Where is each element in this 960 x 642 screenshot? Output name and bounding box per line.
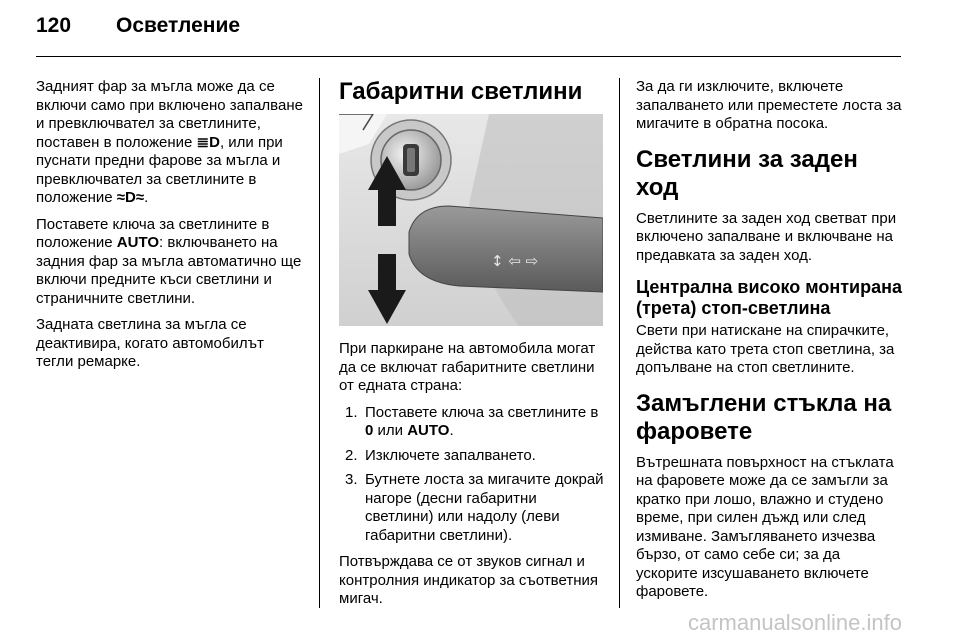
step-number: 1. [345, 403, 358, 421]
paragraph-confirmation: Потвърждава се от звуков сигнал и контролния индикатор за съответния мигач. [339, 553, 598, 607]
text-span: , или при пуснати предни фарове за мъгла и превключвател за светлините в положение [36, 133, 283, 206]
header-rule [36, 56, 901, 57]
column-divider [319, 78, 320, 608]
steps-list [339, 404, 607, 546]
auto-label: AUTO [407, 422, 450, 439]
text-span: . [144, 189, 149, 206]
page-header [36, 14, 240, 38]
text-span: . [449, 422, 454, 439]
column-3 [636, 78, 904, 610]
position-zero-label: 0 [365, 422, 374, 439]
step-number: 3. [345, 471, 358, 488]
text-span: Поставете ключа за светлините в положение [36, 215, 270, 251]
step-text: Изключете запалването. [365, 446, 536, 464]
text-span: Поставете ключа за светлините в [365, 403, 599, 421]
column-2 [339, 78, 607, 617]
heading-misted-headlights: Замъглени стъкла на фаровете [636, 389, 892, 445]
list-item [339, 404, 607, 441]
text-span: Задният фар за мъгла може да се включи само при включено запалване и превключвател за светлините, поставен в положение [36, 78, 303, 151]
paragraph-rear-fog [36, 78, 304, 208]
column-1 [36, 78, 304, 380]
paragraph-parking: При паркиране на автомобила могат да се включат габаритните светлини от едната страна: [339, 340, 596, 394]
section-title: Осветление [116, 14, 241, 37]
paragraph-misted: Вътрешната повърхност на стъклата на фаровете може да се замъгли за кратко при лошо, влажно и студено време, при силен дъжд или след измиване. Замъгляването изчезва бързо, от само себе си; за да ускорите изсушаването включете фаровете. [636, 453, 894, 600]
page-number: 120 [36, 14, 72, 37]
heading-reversing-lights: Светлини за заден ход [636, 145, 858, 201]
heading-parking-lights: Габаритни светлини [339, 78, 583, 105]
front-fog-light-symbol-icon: ≈D≈ [116, 189, 145, 206]
list-item [339, 471, 607, 545]
step-text: Бутнете лоста за мигачите докрай нагоре (десни габаритни светлини) или надолу (леви габаритни светлини). [365, 471, 604, 544]
paragraph-turn-off: За да ги изключите, включете запалването или преместете лоста за мигачите в обратна посока. [636, 78, 902, 132]
paragraph-auto [36, 216, 304, 309]
text-span: или [373, 422, 408, 439]
paragraph-reversing: Светлините за заден ход светват при включено запалване и включване на предавката за заден ход. [636, 209, 897, 264]
text-span: : включването на задния фар за мъгла автоматично ще включи предните къси светлини и страничните светлини. [36, 234, 302, 307]
heading-brake-light: Централна високо монтирана (трета) стоп-светлина [636, 277, 903, 318]
watermark: carmanualsonline.info [687, 610, 902, 635]
svg-text:↕ ⇦ ⇨: ↕ ⇦ ⇨ [491, 252, 539, 270]
column-divider [619, 78, 620, 608]
paragraph-trailer: Задната светлина за мъгла се деактивира, когато автомобилът тегли ремарке. [36, 316, 264, 370]
list-item [339, 447, 607, 466]
headlight-symbol-icon: ≣D [196, 133, 220, 151]
turn-signal-lever-illustration [339, 114, 603, 326]
paragraph-brake-light: Свети при натискане на спирачките, действа като трета стоп светлина, за допълване на стоп светлините. [636, 322, 895, 376]
step-number: 2. [345, 446, 358, 464]
auto-label: AUTO [116, 234, 160, 251]
